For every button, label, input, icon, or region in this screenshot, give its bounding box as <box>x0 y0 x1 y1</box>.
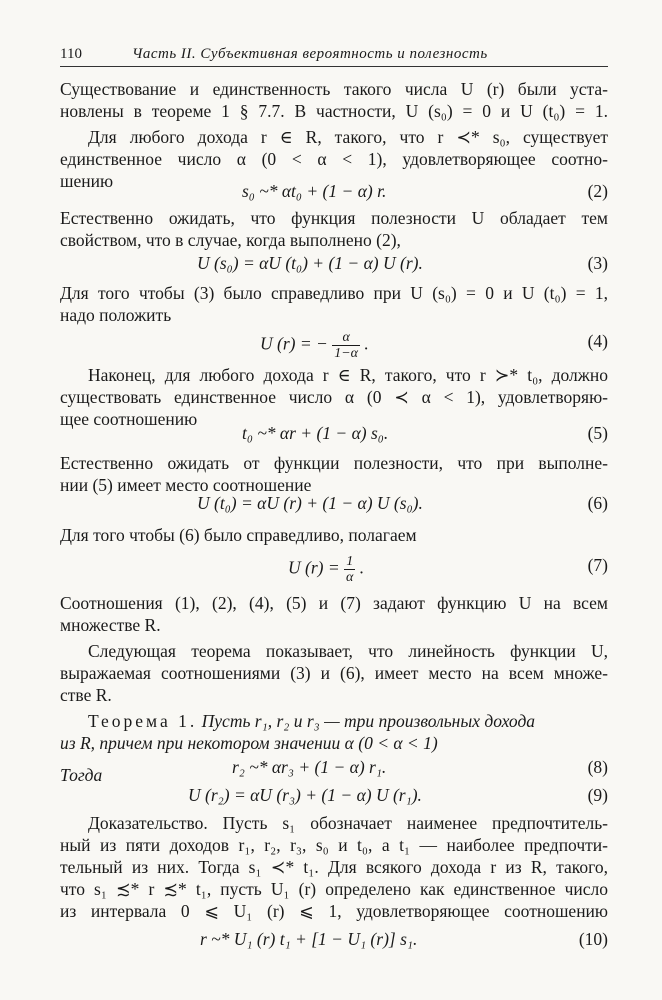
text-line-17: множестве R. <box>60 615 161 635</box>
text-line-8: Для того чтобы (3) было справедливо при U (s₀) = 0 и U (t₀) = 1, <box>60 283 608 303</box>
equation-8-number: (8) <box>587 757 608 777</box>
equation-2 <box>60 180 608 202</box>
equation-3-formula: U (s₀) = αU (t₀) + (1 − α) U (r). <box>197 253 423 273</box>
text-line-3: Для любого дохода r ∈ R, такого, что r ≺* s₀, существует <box>88 127 608 147</box>
equation-7 <box>60 550 608 585</box>
equation-4-tail: . <box>364 333 369 354</box>
text-line-20: стве R. <box>60 685 112 705</box>
text-line-16: Соотношения (1), (2), (4), (5) и (7) задают функцию U на всем <box>60 593 608 613</box>
equation-6-number: (6) <box>587 493 608 513</box>
equation-7-numerator: 1 <box>344 554 355 570</box>
theorem-1-heading <box>88 710 608 732</box>
text-line-18: Следующая теорема показывает, что линейность функции U, <box>88 641 608 661</box>
equation-9-formula: U (r₂) = αU (r₃) + (1 − α) U (r₁). <box>188 785 422 805</box>
equation-5 <box>60 422 608 444</box>
theorem-label: Теорема 1. <box>88 711 198 731</box>
text-line-12: щее соотношению <box>60 409 198 429</box>
text-line-13: Естественно ожидать от функции полезности, что при выполне- <box>60 453 608 473</box>
equation-10-formula: r ~* U₁ (r) t₁ + [1 − U₁ (r)] s₁. <box>200 929 418 949</box>
text-line-7: свойством, что в случае, когда выполнено (2), <box>60 230 401 250</box>
text-line-28: из интервала 0 ⩽ U₁ (r) ⩽ 1, удовлетворяющее соотношению <box>60 901 608 921</box>
running-header <box>60 44 608 67</box>
text-line-5: шению <box>60 171 114 191</box>
text-line-25: ный из пяти доходов r₁, r₂, r₃, s₀ и t₀, а t₁ — наиболее предпочти- <box>60 835 608 855</box>
equation-7-tail: . <box>359 557 365 578</box>
text-line-26: тельный из них. Тогда s₁ ≺* t₁. Для всякого дохода r из R, такого, <box>60 857 608 877</box>
equation-10-number: (10) <box>578 929 608 949</box>
equation-4 <box>60 326 608 361</box>
text-line-10: Наконец, для любого дохода r ∈ R, такого, что r ≻* t₀, должно <box>88 365 608 385</box>
equation-5-formula: t₀ ~* αr + (1 − α) s₀. <box>242 423 389 443</box>
equation-7-fraction <box>344 554 355 585</box>
equation-4-numerator: α <box>332 330 360 346</box>
text-line-1: Существование и единственность такого числа U (r) были уста- <box>60 79 608 99</box>
page-number: 110 <box>60 46 82 62</box>
running-title: Часть II. Субъективная вероятность и полезность <box>132 46 488 62</box>
text-line-6: Естественно ожидать, что функция полезности U обладает тем <box>60 208 608 228</box>
equation-2-formula: s₀ ~* αt₀ + (1 − α) r. <box>242 181 387 201</box>
text-line-23: Тогда <box>60 765 103 785</box>
text-line-15: Для того чтобы (6) было справедливо, полагаем <box>60 525 417 545</box>
equation-10 <box>60 928 608 950</box>
text-line-27: что s₁ ≾* r ≾* t₁, пусть U₁ (r) определено как единственное число <box>60 879 608 899</box>
equation-3 <box>60 252 608 274</box>
equation-4-fraction <box>332 330 360 361</box>
equation-4-number: (4) <box>587 331 608 351</box>
equation-9 <box>60 784 608 806</box>
equation-4-denominator: 1−α <box>334 346 359 361</box>
equation-2-number: (2) <box>587 181 608 201</box>
text-line-4: единственное число α (0 < α < 1), удовлетворяющее соотно- <box>60 149 608 169</box>
text-line-9: надо положить <box>60 305 172 325</box>
equation-7-denominator: α <box>346 570 354 585</box>
equation-7-number: (7) <box>587 555 608 575</box>
equation-7-formula <box>288 554 364 585</box>
equation-3-number: (3) <box>587 253 608 273</box>
text-line-14: нии (5) имеет место соотношение <box>60 475 312 495</box>
equation-5-number: (5) <box>587 423 608 443</box>
text-line-24: Доказательство. Пусть s₁ обозначает наименее предпочтитель- <box>88 813 608 833</box>
text-line-2: новлены в теореме 1 § 7.7. В частности, U (s₀) = 0 и U (t₀) = 1. <box>60 101 608 121</box>
equation-6-formula: U (t₀) = αU (r) + (1 − α) U (s₀). <box>197 493 423 513</box>
equation-9-number: (9) <box>587 785 608 805</box>
equation-6 <box>60 492 608 514</box>
text-line-22: из R, причем при некотором значении α (0 < α < 1) <box>60 733 438 753</box>
equation-4-lhs: U (r) = − <box>260 333 328 354</box>
theorem-statement: Пусть r₁, r₂ и r₃ — три произвольных дохода <box>201 711 536 731</box>
equation-8-formula: r₂ ~* αr₃ + (1 − α) r₁. <box>232 757 387 777</box>
text-line-19: выражаемая соотношениями (3) и (6), имеет место на всем множе- <box>60 663 608 683</box>
equation-4-formula <box>260 330 369 361</box>
equation-7-lhs: U (r) = <box>288 557 340 578</box>
text-line-11: существовать единственное число α (0 ≺ α < 1), удовлетворяю- <box>60 387 608 407</box>
